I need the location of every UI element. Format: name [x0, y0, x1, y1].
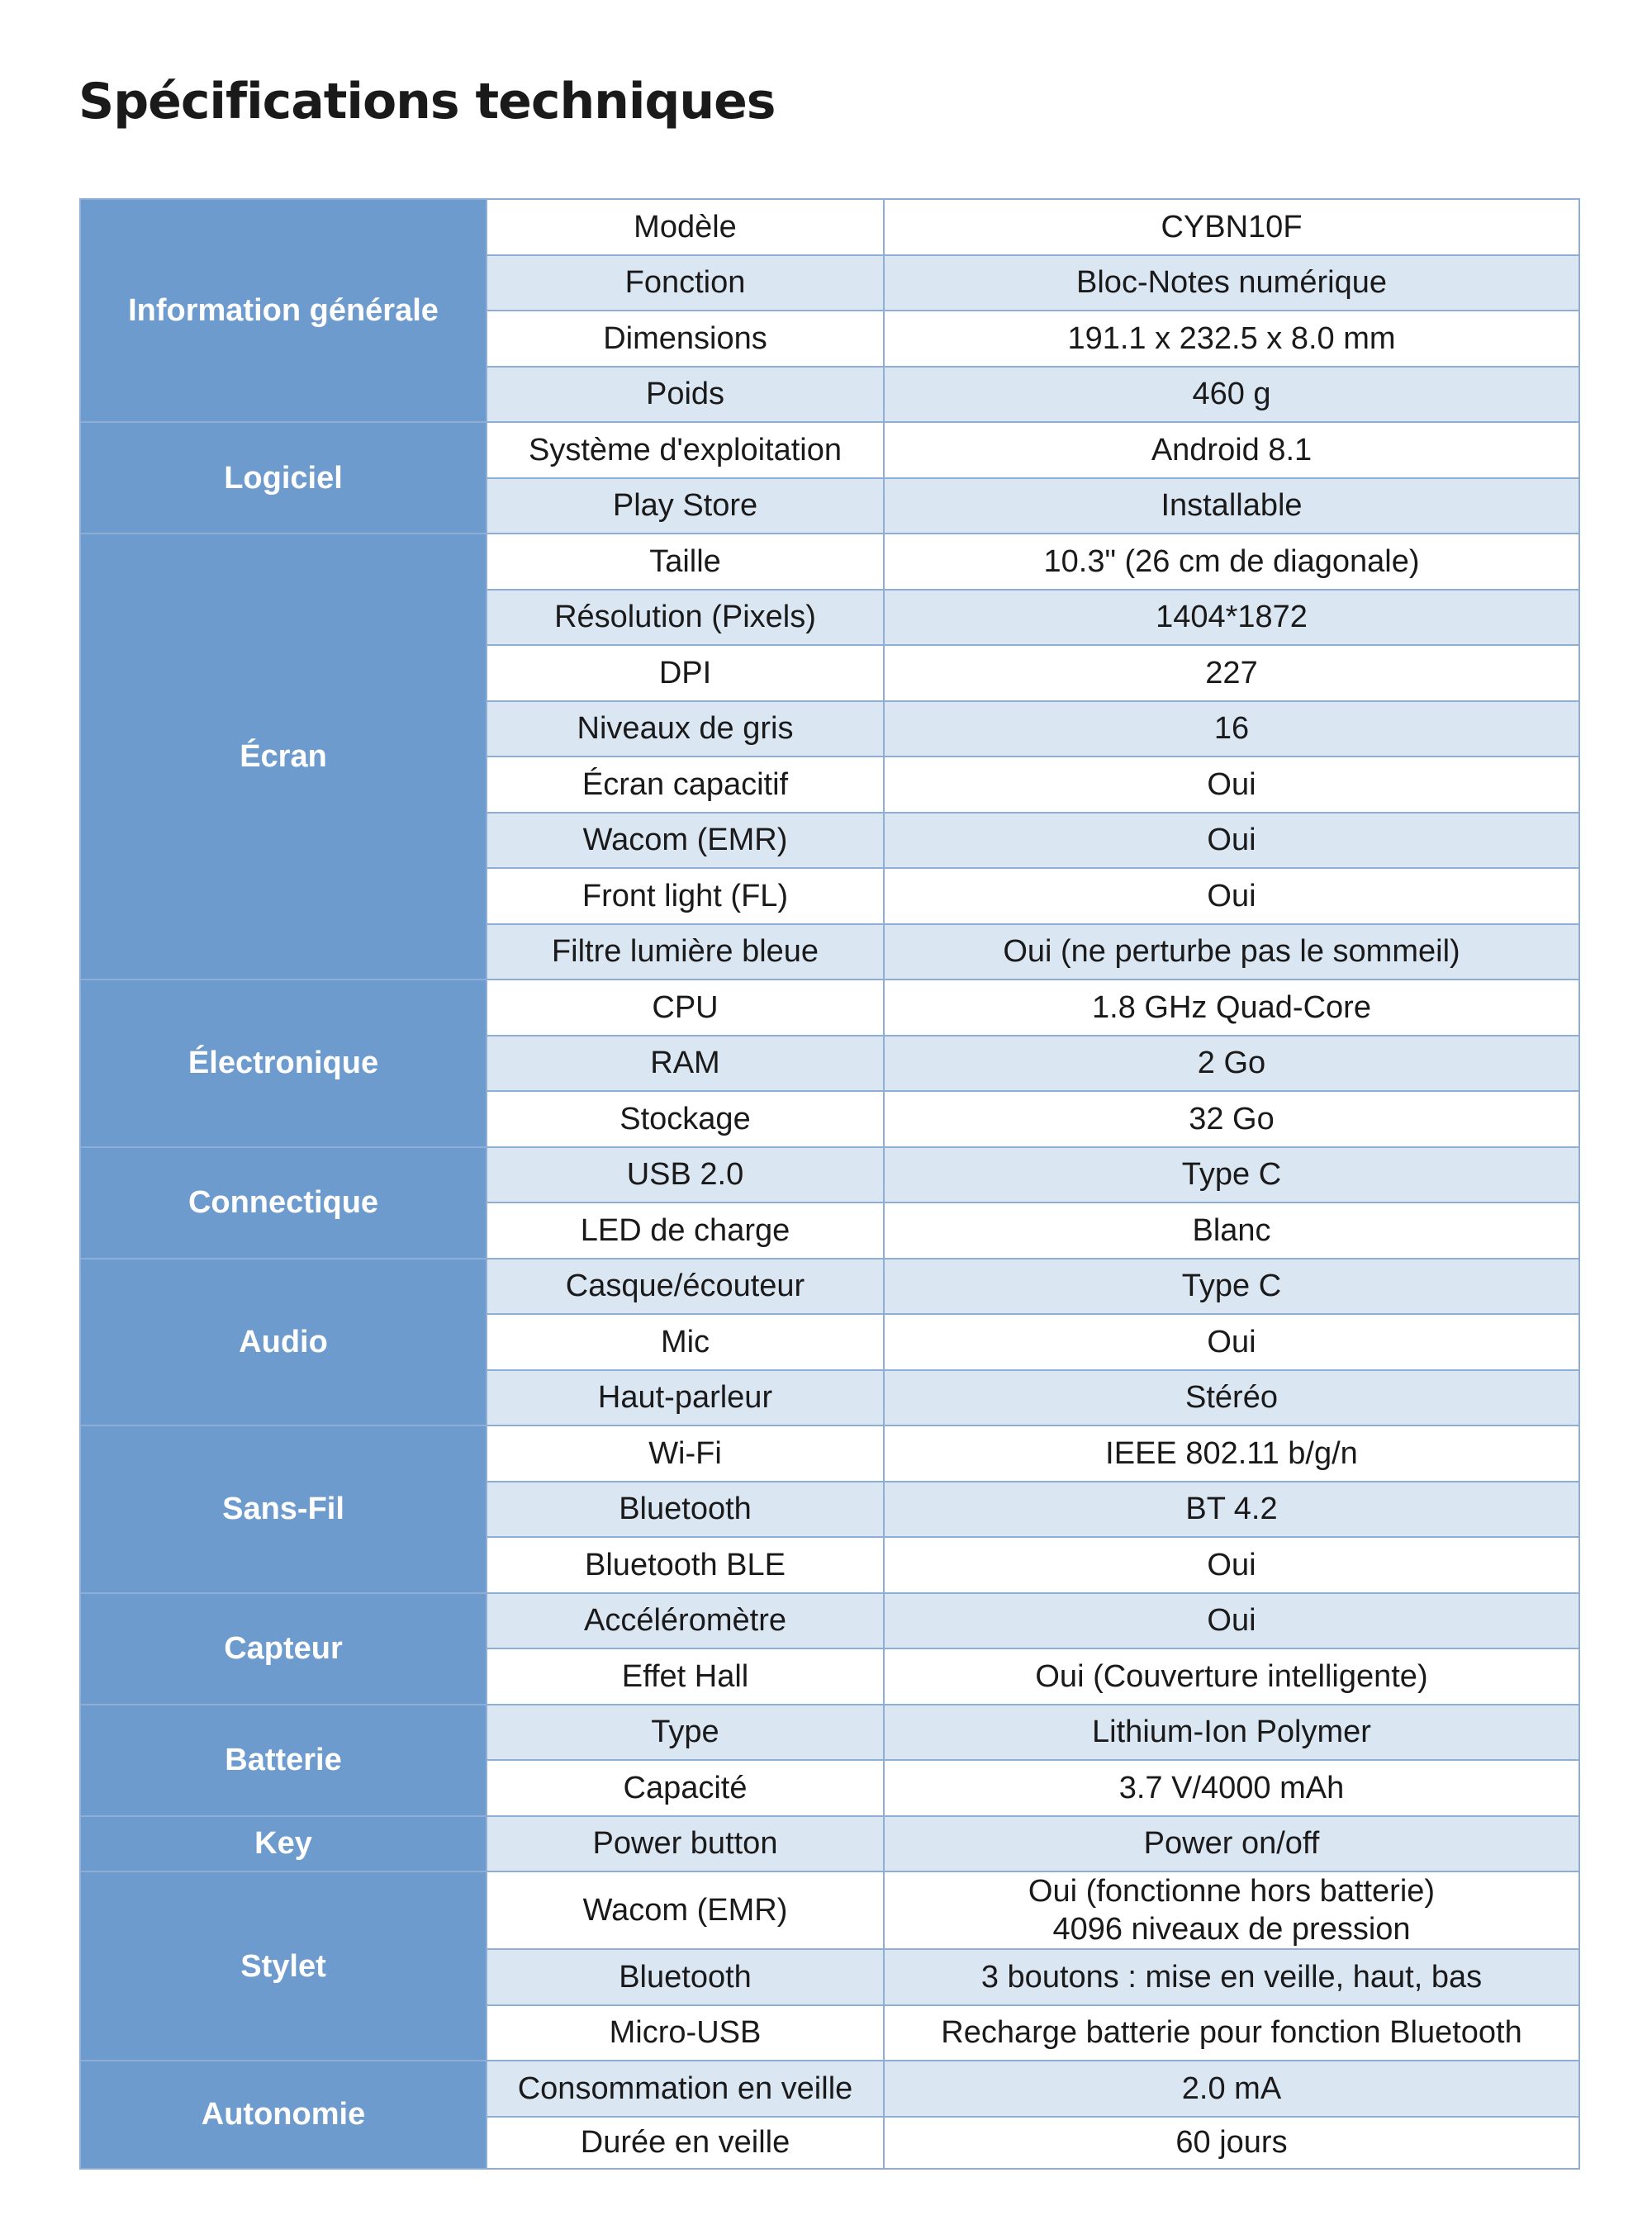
spec-value-line: CYBN10F	[1161, 209, 1303, 244]
table-row	[80, 980, 1579, 1036]
spec-value-line: Power on/off	[1143, 1826, 1320, 1862]
category-cell: Sans-Fil	[80, 1425, 487, 1593]
spec-label: Taille	[487, 534, 884, 590]
spec-value	[884, 1259, 1579, 1315]
table-row	[80, 1425, 1579, 1482]
spec-value-line: Blanc	[1192, 1212, 1271, 1248]
spec-value-line: Oui (Couverture intelligente)	[1035, 1658, 1428, 1694]
spec-value-line: Stéréo	[1185, 1380, 1278, 1416]
spec-label: Mic	[487, 1314, 884, 1370]
spec-value	[884, 1705, 1579, 1761]
spec-label: Bluetooth BLE	[487, 1537, 884, 1593]
spec-value-line: Android 8.1	[1151, 432, 1313, 467]
spec-label: Bluetooth	[487, 1949, 884, 2005]
spec-value-line: Oui	[1207, 1603, 1256, 1639]
spec-label: DPI	[487, 645, 884, 701]
spec-value	[884, 645, 1579, 701]
category-cell: Information générale	[80, 199, 487, 422]
category-cell: Key	[80, 1816, 487, 1872]
category-cell: Autonomie	[80, 2061, 487, 2169]
spec-value	[884, 590, 1579, 646]
spec-label: RAM	[487, 1036, 884, 1092]
spec-label: Dimensions	[487, 311, 884, 367]
spec-label: Résolution (Pixels)	[487, 590, 884, 646]
spec-label: Front light (FL)	[487, 868, 884, 924]
table-row	[80, 1816, 1579, 1872]
spec-value	[884, 1370, 1579, 1426]
spec-label: Stockage	[487, 1091, 884, 1147]
spec-label: Durée en veille	[487, 2117, 884, 2169]
spec-value	[884, 422, 1579, 478]
spec-value	[884, 924, 1579, 980]
spec-value	[884, 1091, 1579, 1147]
table-row	[80, 2061, 1579, 2117]
spec-value-line: 60 jours	[1175, 2125, 1288, 2160]
spec-value-line: Oui	[1207, 766, 1256, 802]
spec-value-line: Recharge batterie pour fonction Bluetooth	[941, 2015, 1522, 2051]
spec-value	[884, 199, 1579, 255]
table-row	[80, 1705, 1579, 1761]
spec-label: Écran capacitif	[487, 757, 884, 813]
category-cell: Capteur	[80, 1593, 487, 1705]
spec-label: Power button	[487, 1816, 884, 1872]
spec-value-line: BT 4.2	[1185, 1492, 1278, 1527]
spec-label: Consommation en veille	[487, 2061, 884, 2117]
spec-label: Wacom (EMR)	[487, 1871, 884, 1949]
spec-value-line: Lithium-Ion Polymer	[1092, 1715, 1371, 1750]
spec-label: CPU	[487, 980, 884, 1036]
spec-value	[884, 980, 1579, 1036]
spec-value-line: Oui (fonctionne hors batterie)	[1028, 1874, 1436, 1909]
spec-value-line: 2.0 mA	[1181, 2071, 1282, 2106]
spec-value	[884, 1314, 1579, 1370]
spec-value-line: 1.8 GHz Quad-Core	[1092, 989, 1371, 1025]
spec-value-line: 460 g	[1192, 377, 1271, 412]
category-cell: Stylet	[80, 1871, 487, 2061]
spec-value	[884, 1202, 1579, 1259]
spec-value-line: Oui	[1207, 1324, 1256, 1359]
table-row	[80, 1147, 1579, 1203]
spec-value	[884, 1816, 1579, 1872]
spec-value	[884, 1760, 1579, 1816]
spec-value-line: Type C	[1181, 1269, 1282, 1304]
spec-value	[884, 1425, 1579, 1482]
category-cell: Audio	[80, 1259, 487, 1426]
page-title: Spécifications techniques	[78, 73, 776, 130]
spec-label: Modèle	[487, 199, 884, 255]
category-cell: Écran	[80, 534, 487, 980]
table-row	[80, 1259, 1579, 1315]
spec-value-line: 2 Go	[1197, 1046, 1266, 1081]
spec-label: LED de charge	[487, 1202, 884, 1259]
table-row	[80, 422, 1579, 478]
spec-value-line: Bloc-Notes numérique	[1076, 265, 1387, 301]
spec-value	[884, 478, 1579, 534]
spec-label: USB 2.0	[487, 1147, 884, 1203]
spec-value	[884, 701, 1579, 757]
spec-label: Haut-parleur	[487, 1370, 884, 1426]
spec-label: Fonction	[487, 255, 884, 311]
spec-value-line: IEEE 802.11 b/g/n	[1105, 1435, 1358, 1471]
spec-value	[884, 757, 1579, 813]
spec-value-line: 10.3" (26 cm de diagonale)	[1043, 543, 1420, 579]
spec-label: Capacité	[487, 1760, 884, 1816]
spec-label: Casque/écouteur	[487, 1259, 884, 1315]
category-cell: Connectique	[80, 1147, 487, 1259]
spec-value-line: 191.1 x 232.5 x 8.0 mm	[1067, 320, 1396, 356]
spec-label: Wacom (EMR)	[487, 813, 884, 869]
spec-value-line: 4096 niveaux de pression	[1052, 1912, 1411, 1947]
spec-value-line: Oui	[1207, 878, 1256, 913]
spec-label: Bluetooth	[487, 1482, 884, 1538]
spec-table	[79, 198, 1580, 2170]
spec-value	[884, 868, 1579, 924]
spec-label: Micro-USB	[487, 2005, 884, 2061]
spec-label: Poids	[487, 367, 884, 423]
spec-value	[884, 1949, 1579, 2005]
spec-value	[884, 813, 1579, 869]
spec-value	[884, 2005, 1579, 2061]
spec-label: Filtre lumière bleue	[487, 924, 884, 980]
table-row	[80, 1593, 1579, 1649]
spec-value	[884, 2117, 1579, 2169]
spec-value-line: 227	[1205, 655, 1258, 690]
spec-value-line: Type C	[1181, 1157, 1282, 1193]
spec-label: Niveaux de gris	[487, 701, 884, 757]
spec-value	[884, 1147, 1579, 1203]
spec-value	[884, 1537, 1579, 1593]
spec-value	[884, 367, 1579, 423]
category-cell: Batterie	[80, 1705, 487, 1816]
spec-value	[884, 311, 1579, 367]
spec-value	[884, 1648, 1579, 1705]
spec-value	[884, 2061, 1579, 2117]
spec-value-line: 1404*1872	[1156, 600, 1308, 635]
spec-value	[884, 1036, 1579, 1092]
category-cell: Électronique	[80, 980, 487, 1147]
spec-value-line: Oui	[1207, 823, 1256, 858]
category-cell: Logiciel	[80, 422, 487, 534]
spec-value-line: 16	[1213, 711, 1250, 747]
table-row	[80, 534, 1579, 590]
spec-label: Wi-Fi	[487, 1425, 884, 1482]
spec-value-line: Oui (ne perturbe pas le sommeil)	[1003, 934, 1460, 970]
spec-label: Play Store	[487, 478, 884, 534]
spec-value-line: 3 boutons : mise en veille, haut, bas	[980, 1959, 1483, 1995]
spec-value	[884, 1593, 1579, 1649]
spec-value	[884, 255, 1579, 311]
spec-value	[884, 1482, 1579, 1538]
spec-value-line: 3.7 V/4000 mAh	[1118, 1770, 1345, 1805]
table-row	[80, 199, 1579, 255]
spec-value-line: Oui	[1207, 1547, 1256, 1582]
spec-table-body	[80, 199, 1579, 2169]
spec-value-line: Installable	[1161, 488, 1303, 524]
spec-value-line: 32 Go	[1189, 1101, 1275, 1136]
spec-label: Type	[487, 1705, 884, 1761]
spec-label: Système d'exploitation	[487, 422, 884, 478]
spec-value	[884, 534, 1579, 590]
spec-value	[884, 1871, 1579, 1949]
spec-label: Accéléromètre	[487, 1593, 884, 1649]
table-row	[80, 1871, 1579, 1949]
spec-label: Effet Hall	[487, 1648, 884, 1705]
